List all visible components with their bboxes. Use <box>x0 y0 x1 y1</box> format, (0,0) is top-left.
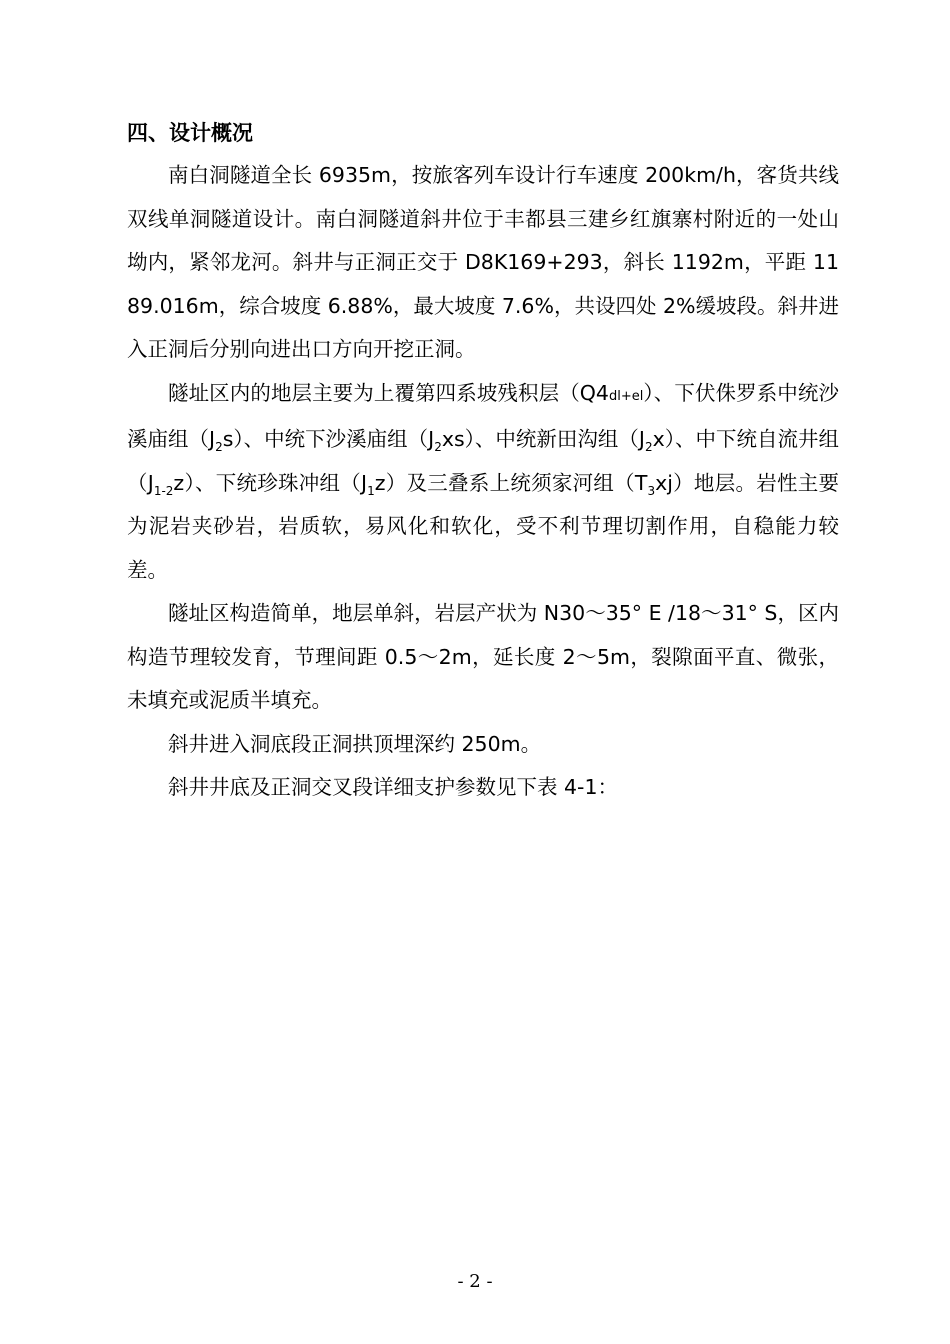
paragraph-depth: 斜井进入洞底段正洞拱顶埋深约 250m。 <box>168 731 542 756</box>
strata-text-5: x）、中下统自流井组（J <box>127 427 840 495</box>
strata-text-8: xj）地层。岩性主要为泥岩夹砂岩，岩质软，易风化和软化，受不利节理切割作用，自稳能力较差。 <box>127 470 839 582</box>
strata-sub-7: 3 <box>647 483 656 498</box>
paragraph-table-reference: 斜井井底及正洞交叉段详细支护参数见下表 4-1： <box>168 775 618 799</box>
strata-sub-4: 2 <box>644 440 653 454</box>
paragraph-strata <box>127 372 839 593</box>
paragraph-tunnel-overview: 南白洞隧道全长 6935m，按旅客列车设计行车速度 200km/h，客货共线双线单洞隧道设计。南白洞隧道斜井位于丰都县三建乡红旗寨村附近的一处山坳内，紧邻龙河。斜井与正洞正交于 D8K169+293，斜长 1192m，平距 1189.016m，综合坡度 6.88%，最大坡度 7.6%，共设四处 2%缓坡段。斜井进入正洞后分别向进出口方向开挖正洞。 <box>127 163 839 361</box>
strata-text-6: z）、下统珍珠冲组（J <box>173 470 368 495</box>
paragraph-structure: 隧址区构造简单，地层单斜，岩层产状为 N30～35° E /18～31° S，区内构造节理较发育，节理间距 0.5～2m，延长度 2～5m，裂隙面平直、微张，未填充或泥质半填充。 <box>127 601 839 712</box>
strata-text-7: z）及三叠系上统须家河组（T <box>374 470 648 495</box>
page-number: - 2 - <box>457 1271 493 1292</box>
strata-sub-2: 2 <box>215 440 223 454</box>
strata-sub-3: 2 <box>434 440 442 454</box>
strata-sub-6: 1 <box>367 483 375 498</box>
strata-text-4: xs）、中统新田沟组（J <box>441 427 645 451</box>
strata-sub-1: dl+el <box>608 388 644 404</box>
page-content <box>127 112 839 810</box>
section-heading: 四、设计概况 <box>127 121 253 145</box>
strata-sub-5: 1-2 <box>153 483 174 498</box>
strata-text-1: 隧址区内的地层主要为上覆第四系坡残积层（Q4 <box>168 380 609 405</box>
strata-text-3: s）、中统下沙溪庙组（J <box>222 427 435 451</box>
strata-text-2: ）、下伏侏罗系中统沙溪庙组（J <box>127 380 839 451</box>
